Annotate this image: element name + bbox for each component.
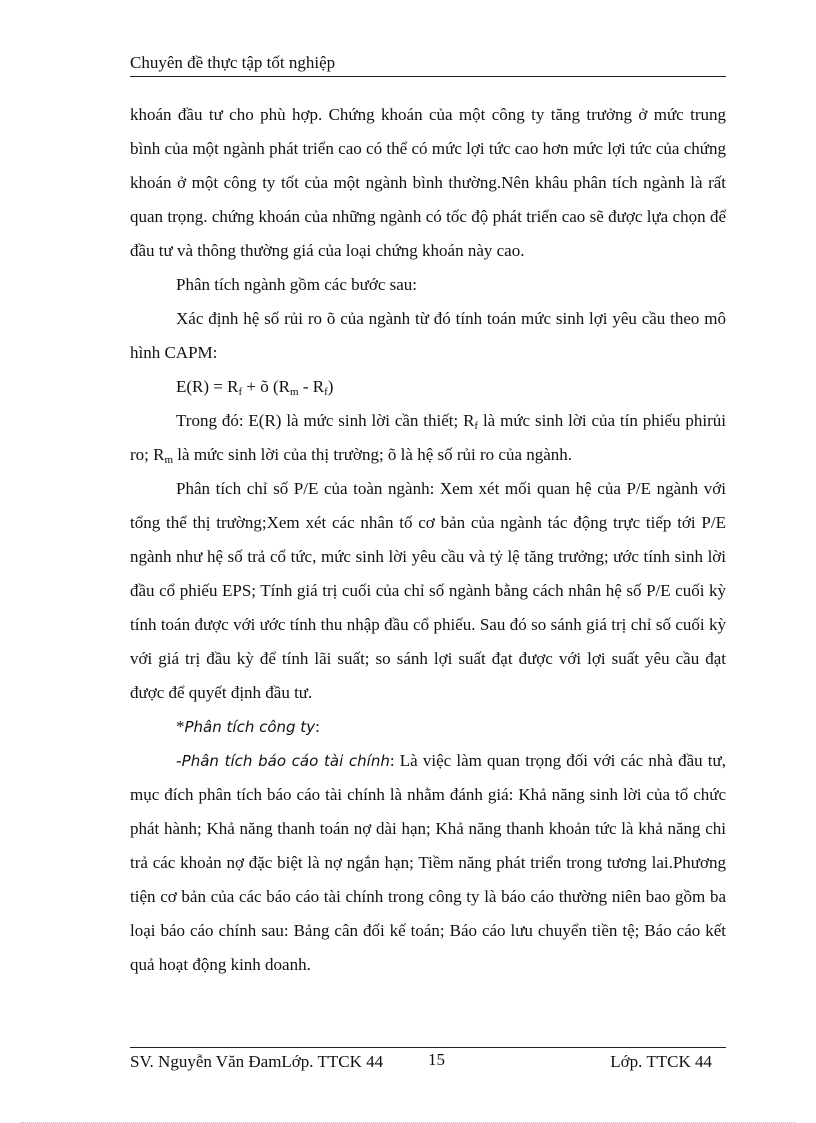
header-divider [130, 76, 726, 77]
paragraph-continuation: khoán đầu tư cho phù hợp. Chứng khoán của một công ty tăng trưởng ở mức trung bình của một ngành phát triển cao có thể có mức lợi tức cao hơn mức lợi tức của chứng khoán ở một công ty tốt của một ngành bình thường.Nên khâu phân tích ngành là rất quan trọng. chứng khoán của những ngành có tốc độ phát triển cao sẽ được lựa chọn để đầu tư và thông thường giá của loại chứng khoán này cao. [130, 105, 726, 260]
subheading-suffix: : [315, 717, 320, 736]
running-footer [130, 1050, 726, 1074]
paragraph-risk-coefficient: Xác định hệ số rủi ro õ của ngành từ đó tính toán mức sinh lợi yêu cầu theo mô hình CAPM: [130, 309, 726, 362]
legend-part-a: Trong đó: E(R) là mức sinh lời cần thiết; R [176, 411, 475, 430]
formula-mid: + õ (R [242, 377, 290, 396]
legend-sub-f: f [474, 420, 479, 432]
fin-body: : Là việc làm quan trọng đối với các nhà đầu tư, mục đích phân tích báo cáo tài chính là nhằm đánh giá: Khả năng sinh lời của tổ chức phát hành; Khả năng thanh toán nợ dài hạn; Khả năng thanh khoản tức là khả năng chi trả các khoản nợ đặc biệt là nợ ngắn hạn; Tiềm năng phát triển trong tương lai.Phương tiện cơ bản của các báo cáo tài chính trong công ty là báo cáo thường niên bao gồm ba loại báo cáo chính sau: Bảng cân đối kế toán; Báo cáo lưu chuyển tiền tệ; Báo cáo kết quả hoạt động kinh doanh. [130, 751, 726, 974]
legend-part-b: là mức sinh lời của tín phiếu phirủi ro; R [130, 411, 726, 464]
document-body [130, 98, 726, 982]
header-title: Chuyên đề thực tập tốt nghiệp [130, 53, 336, 72]
subheading-label: Phân tích công ty [184, 718, 316, 736]
formula-sub-f1: f [238, 386, 243, 398]
capm-formula [130, 370, 726, 404]
fin-prefix: - [176, 751, 182, 770]
formula-lhs: E(R) = R [176, 377, 239, 396]
footer-class: Lớp. TTCK 44 [610, 1052, 712, 1071]
paragraph-financial-statements [130, 744, 726, 982]
legend-sub-m: m [164, 454, 174, 466]
formula-close: ) [327, 377, 334, 396]
legend-part-c: là mức sinh lời của thị trường; õ là hệ số rủi ro của ngành. [173, 445, 573, 464]
fin-italic-label: Phân tích báo cáo tài chính [181, 752, 390, 770]
footer-author: SV. Nguyễn Văn ĐamLớp. TTCK 44 [130, 1052, 384, 1071]
formula-minus: - R [298, 377, 325, 396]
paragraph-pe-analysis: Phân tích chỉ số P/E của toàn ngành: Xem xét mối quan hệ của P/E ngành với tổng thể thị trường;Xem xét các nhân tố cơ bản của ngành tác động trực tiếp tới P/E ngành như hệ số trả cổ tức, mức sinh lời yêu cầu và tỷ lệ tăng trưởng; ước tính sinh lời đầu cổ phiếu EPS; Tính giá trị cuối của chỉ số ngành bằng cách nhân hệ số P/E cuối kỳ tính toán được với ước tính thu nhập đầu cổ phiếu. Sau đó so sánh giá trị chỉ số cuối kỳ với giá trị đầu kỳ để tính lãi suất; so sánh lợi suất đạt được với lợi suất yêu cầu đạt được để quyết định đầu tư. [130, 479, 726, 702]
running-header [130, 52, 726, 74]
subheading-company-analysis [130, 710, 726, 744]
paragraph-formula-legend [130, 404, 726, 472]
formula-sub-f2: f [324, 386, 328, 398]
formula-sub-m: m [290, 386, 299, 398]
subheading-prefix: * [176, 717, 185, 736]
page-number: 15 [428, 1050, 445, 1069]
paragraph-steps-intro: Phân tích ngành gồm các bước sau: [176, 275, 418, 294]
